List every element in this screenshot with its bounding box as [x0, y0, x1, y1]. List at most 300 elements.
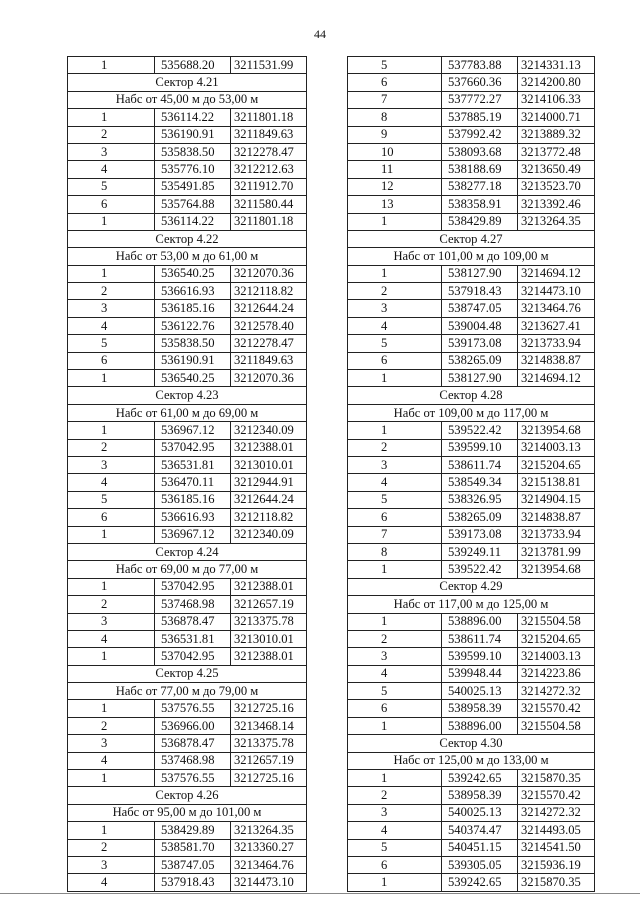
point-row: [348, 456, 595, 473]
coord-x: 537468.98: [155, 752, 231, 769]
point-number: 5: [348, 335, 442, 352]
point-row: [348, 683, 595, 700]
point-number: 6: [348, 74, 442, 91]
point-row: [68, 856, 307, 873]
coord-y: 3212388.01: [231, 578, 307, 595]
point-row: [348, 143, 595, 160]
height-range-row: [68, 248, 307, 265]
point-row: [68, 300, 307, 317]
coord-x: 540025.13: [442, 683, 518, 700]
coord-y: 3213772.48: [518, 143, 595, 160]
coord-x: 536114.22: [155, 213, 231, 230]
point-number: 5: [348, 57, 442, 74]
point-number: 7: [348, 526, 442, 543]
point-row: [348, 109, 595, 126]
point-number: 5: [348, 839, 442, 856]
coord-y: 3215138.81: [518, 474, 595, 491]
coord-y: 3215870.35: [518, 874, 595, 891]
coord-y: 3212644.24: [231, 300, 307, 317]
coord-y: 3212657.19: [231, 596, 307, 613]
coord-x: 538747.05: [442, 300, 518, 317]
coord-x: 538549.34: [442, 474, 518, 491]
point-row: [348, 856, 595, 873]
coord-x: 536967.12: [155, 422, 231, 439]
point-row: [68, 822, 307, 839]
coord-y: 3215504.58: [518, 613, 595, 630]
point-row: [68, 439, 307, 456]
point-row: [348, 839, 595, 856]
coord-x: 538611.74: [442, 456, 518, 473]
coord-x: 536540.25: [155, 370, 231, 387]
coord-y: 3213889.32: [518, 126, 595, 143]
point-number: 2: [68, 283, 155, 300]
point-number: 1: [68, 578, 155, 595]
coord-x: 539242.65: [442, 874, 518, 891]
coord-x: 536966.00: [155, 717, 231, 734]
coordinates-table-right: [347, 56, 595, 892]
point-number: 2: [348, 787, 442, 804]
point-row: [68, 735, 307, 752]
coord-y: 3215870.35: [518, 770, 595, 787]
coord-x: 539173.08: [442, 335, 518, 352]
coordinates-table-left: [67, 56, 307, 892]
point-row: [348, 57, 595, 74]
coord-x: 538093.68: [442, 143, 518, 160]
sector-header-row: [68, 230, 307, 247]
coord-x: 535838.50: [155, 143, 231, 160]
coord-x: 536190.91: [155, 126, 231, 143]
coord-x: 540025.13: [442, 804, 518, 821]
point-number: 2: [68, 839, 155, 856]
point-row: [348, 335, 595, 352]
point-row: [68, 109, 307, 126]
point-row: [348, 161, 595, 178]
coord-x: 537042.95: [155, 439, 231, 456]
point-row: [348, 630, 595, 647]
coord-x: 535838.50: [155, 335, 231, 352]
point-row: [68, 456, 307, 473]
point-row: [68, 596, 307, 613]
point-number: 8: [348, 543, 442, 560]
coord-x: 537772.27: [442, 91, 518, 108]
sector-title: Сектор 4.27: [348, 230, 595, 247]
point-row: [68, 161, 307, 178]
footer-rule: [0, 893, 640, 894]
point-row: [348, 317, 595, 334]
point-number: 5: [348, 683, 442, 700]
point-row: [348, 613, 595, 630]
coord-x: 537042.95: [155, 648, 231, 665]
sector-header-row: [68, 787, 307, 804]
coord-x: 535688.20: [155, 57, 231, 74]
coord-x: 537783.88: [442, 57, 518, 74]
coord-x: 538747.05: [155, 856, 231, 873]
point-number: 6: [68, 196, 155, 213]
coord-y: 3214473.10: [231, 874, 307, 891]
coord-y: 3214200.80: [518, 74, 595, 91]
coord-x: 536531.81: [155, 456, 231, 473]
point-number: 2: [348, 630, 442, 647]
height-range-row: [348, 596, 595, 613]
coord-x: 540374.47: [442, 822, 518, 839]
point-number: 1: [348, 213, 442, 230]
coord-y: 3211849.63: [231, 126, 307, 143]
point-number: 6: [348, 352, 442, 369]
coord-x: 537918.43: [442, 283, 518, 300]
point-number: 3: [68, 300, 155, 317]
point-number: 1: [348, 874, 442, 891]
coord-y: 3214106.33: [518, 91, 595, 108]
point-number: 3: [348, 648, 442, 665]
point-number: 1: [348, 370, 442, 387]
coord-y: 3211580.44: [231, 196, 307, 213]
point-row: [68, 178, 307, 195]
coord-y: 3212118.82: [231, 283, 307, 300]
point-row: [68, 770, 307, 787]
point-number: 2: [68, 717, 155, 734]
coord-y: 3211531.99: [231, 57, 307, 74]
sector-title: Сектор 4.24: [68, 543, 307, 560]
point-row: [68, 265, 307, 282]
height-range: Набс от 77,00 м до 79,00 м: [68, 683, 307, 700]
coord-y: 3214694.12: [518, 265, 595, 282]
height-range-row: [348, 752, 595, 769]
point-row: [348, 300, 595, 317]
point-row: [68, 578, 307, 595]
point-row: [68, 700, 307, 717]
coord-x: 535776.10: [155, 161, 231, 178]
point-number: 1: [348, 717, 442, 734]
point-number: 1: [68, 648, 155, 665]
point-row: [348, 648, 595, 665]
height-range-row: [68, 404, 307, 421]
height-range-row: [68, 804, 307, 821]
point-number: 8: [348, 109, 442, 126]
coord-y: 3212118.82: [231, 509, 307, 526]
point-number: 6: [348, 856, 442, 873]
coord-y: 3213733.94: [518, 335, 595, 352]
coord-x: 538127.90: [442, 265, 518, 282]
point-number: 4: [68, 474, 155, 491]
coord-y: 3213954.68: [518, 422, 595, 439]
point-number: 3: [348, 804, 442, 821]
coord-y: 3212388.01: [231, 439, 307, 456]
point-row: [348, 787, 595, 804]
point-row: [68, 474, 307, 491]
point-row: [348, 509, 595, 526]
sector-title: Сектор 4.26: [68, 787, 307, 804]
point-row: [348, 804, 595, 821]
coord-x: 538896.00: [442, 613, 518, 630]
point-row: [348, 665, 595, 682]
coord-y: 3214003.13: [518, 648, 595, 665]
coord-x: 538581.70: [155, 839, 231, 856]
coord-x: 538958.39: [442, 787, 518, 804]
point-number: 6: [68, 509, 155, 526]
point-number: 3: [68, 456, 155, 473]
coord-y: 3213375.78: [231, 735, 307, 752]
point-number: 3: [68, 613, 155, 630]
point-row: [68, 317, 307, 334]
point-number: 4: [68, 874, 155, 891]
height-range: Набс от 125,00 м до 133,00 м: [348, 752, 595, 769]
point-number: 4: [68, 161, 155, 178]
point-row: [348, 717, 595, 734]
point-number: 4: [68, 317, 155, 334]
coord-x: 537660.36: [442, 74, 518, 91]
point-number: 9: [348, 126, 442, 143]
point-number: 10: [348, 143, 442, 160]
point-number: 1: [68, 57, 155, 74]
coord-y: 3214493.05: [518, 822, 595, 839]
coord-y: 3215504.58: [518, 717, 595, 734]
coord-y: 3212070.36: [231, 265, 307, 282]
coord-y: 3214003.13: [518, 439, 595, 456]
height-range-row: [68, 561, 307, 578]
point-row: [68, 370, 307, 387]
point-row: [348, 439, 595, 456]
height-range: Набс от 109,00 м до 117,00 м: [348, 404, 595, 421]
point-number: 1: [348, 422, 442, 439]
coord-y: 3213733.94: [518, 526, 595, 543]
coord-y: 3214223.86: [518, 665, 595, 682]
coord-x: 536122.76: [155, 317, 231, 334]
coord-y: 3212725.16: [231, 700, 307, 717]
coord-x: 539522.42: [442, 561, 518, 578]
coord-x: 537468.98: [155, 596, 231, 613]
point-row: [348, 822, 595, 839]
coord-x: 539948.44: [442, 665, 518, 682]
coord-y: 3214838.87: [518, 352, 595, 369]
point-row: [68, 717, 307, 734]
coord-x: 535764.88: [155, 196, 231, 213]
coord-x: 536616.93: [155, 283, 231, 300]
height-range: Набс от 45,00 м до 53,00 м: [68, 91, 307, 108]
coord-y: 3213010.01: [231, 630, 307, 647]
coord-y: 3214000.71: [518, 109, 595, 126]
coord-x: 537576.55: [155, 700, 231, 717]
point-row: [348, 370, 595, 387]
point-number: 2: [68, 596, 155, 613]
point-row: [348, 74, 595, 91]
point-row: [68, 613, 307, 630]
coord-x: 537918.43: [155, 874, 231, 891]
point-number: 3: [68, 143, 155, 160]
coord-x: 539249.11: [442, 543, 518, 560]
point-row: [348, 700, 595, 717]
point-row: [348, 770, 595, 787]
coord-x: 538429.89: [442, 213, 518, 230]
point-row: [68, 648, 307, 665]
point-number: 3: [68, 735, 155, 752]
point-number: 7: [348, 91, 442, 108]
sector-header-row: [68, 74, 307, 91]
coord-x: 536185.16: [155, 491, 231, 508]
point-number: 3: [348, 300, 442, 317]
point-number: 6: [348, 509, 442, 526]
coord-x: 536540.25: [155, 265, 231, 282]
height-range: Набс от 69,00 м до 77,00 м: [68, 561, 307, 578]
coord-y: 3213781.99: [518, 543, 595, 560]
point-number: 1: [348, 613, 442, 630]
point-number: 4: [348, 317, 442, 334]
point-number: 5: [348, 491, 442, 508]
point-row: [348, 561, 595, 578]
coord-x: 538429.89: [155, 822, 231, 839]
coord-y: 3212212.63: [231, 161, 307, 178]
point-number: 4: [348, 822, 442, 839]
sector-header-row: [68, 543, 307, 560]
coord-y: 3213627.41: [518, 317, 595, 334]
coord-x: 537885.19: [442, 109, 518, 126]
point-row: [68, 283, 307, 300]
point-number: 1: [68, 370, 155, 387]
coord-y: 3213464.76: [518, 300, 595, 317]
coord-y: 3213468.14: [231, 717, 307, 734]
point-row: [68, 752, 307, 769]
coord-y: 3212944.91: [231, 474, 307, 491]
height-range: Набс от 61,00 м до 69,00 м: [68, 404, 307, 421]
coord-y: 3215204.65: [518, 456, 595, 473]
coord-y: 3214331.13: [518, 57, 595, 74]
coord-x: 536531.81: [155, 630, 231, 647]
sector-header-row: [348, 735, 595, 752]
coord-x: 538958.39: [442, 700, 518, 717]
coord-y: 3212340.09: [231, 422, 307, 439]
point-number: 4: [68, 752, 155, 769]
point-row: [68, 126, 307, 143]
coord-x: 539242.65: [442, 770, 518, 787]
coord-y: 3212278.47: [231, 143, 307, 160]
sector-title: Сектор 4.29: [348, 578, 595, 595]
point-number: 2: [348, 283, 442, 300]
point-row: [68, 509, 307, 526]
sector-title: Сектор 4.30: [348, 735, 595, 752]
point-row: [348, 178, 595, 195]
height-range-row: [348, 404, 595, 421]
point-number: 11: [348, 161, 442, 178]
coord-x: 536470.11: [155, 474, 231, 491]
height-range: Набс от 95,00 м до 101,00 м: [68, 804, 307, 821]
point-number: 4: [348, 665, 442, 682]
coord-y: 3212725.16: [231, 770, 307, 787]
coord-y: 3213375.78: [231, 613, 307, 630]
point-row: [348, 283, 595, 300]
coord-y: 3212657.19: [231, 752, 307, 769]
sector-header-row: [348, 230, 595, 247]
height-range-row: [68, 91, 307, 108]
point-number: 2: [348, 439, 442, 456]
height-range-row: [348, 248, 595, 265]
coord-y: 3214473.10: [518, 283, 595, 300]
coord-x: 538611.74: [442, 630, 518, 647]
point-number: 1: [68, 109, 155, 126]
coord-y: 3211801.18: [231, 213, 307, 230]
coord-x: 536114.22: [155, 109, 231, 126]
coord-y: 3213264.35: [231, 822, 307, 839]
coord-x: 536967.12: [155, 526, 231, 543]
coord-x: 537576.55: [155, 770, 231, 787]
coord-x: 540451.15: [442, 839, 518, 856]
point-number: 3: [68, 856, 155, 873]
coord-x: 538265.09: [442, 352, 518, 369]
coord-x: 539599.10: [442, 648, 518, 665]
point-number: 4: [348, 474, 442, 491]
point-row: [68, 352, 307, 369]
point-row: [348, 352, 595, 369]
point-number: 1: [68, 422, 155, 439]
coord-x: 538896.00: [442, 717, 518, 734]
coord-y: 3215570.42: [518, 700, 595, 717]
coord-y: 3211849.63: [231, 352, 307, 369]
point-row: [68, 57, 307, 74]
height-range: Набс от 117,00 м до 125,00 м: [348, 596, 595, 613]
coord-y: 3212578.40: [231, 317, 307, 334]
point-number: 2: [68, 126, 155, 143]
point-row: [348, 491, 595, 508]
point-row: [348, 474, 595, 491]
coord-x: 536616.93: [155, 509, 231, 526]
point-number: 1: [348, 265, 442, 282]
point-number: 2: [68, 439, 155, 456]
point-number: 6: [348, 700, 442, 717]
coord-y: 3212278.47: [231, 335, 307, 352]
sector-title: Сектор 4.23: [68, 387, 307, 404]
sector-header-row: [348, 387, 595, 404]
coord-y: 3212644.24: [231, 491, 307, 508]
coord-y: 3212340.09: [231, 526, 307, 543]
point-row: [68, 335, 307, 352]
height-range: Набс от 101,00 м до 109,00 м: [348, 248, 595, 265]
point-row: [68, 422, 307, 439]
point-row: [348, 126, 595, 143]
sector-header-row: [68, 665, 307, 682]
coord-y: 3213264.35: [518, 213, 595, 230]
coord-y: 3213010.01: [231, 456, 307, 473]
coord-x: 539173.08: [442, 526, 518, 543]
sector-header-row: [68, 387, 307, 404]
coord-x: 537992.42: [442, 126, 518, 143]
coord-x: 538358.91: [442, 196, 518, 213]
point-number: 1: [68, 213, 155, 230]
point-number: 1: [68, 770, 155, 787]
coord-y: 3213360.27: [231, 839, 307, 856]
point-number: 3: [348, 456, 442, 473]
coord-x: 536185.16: [155, 300, 231, 317]
coord-x: 539004.48: [442, 317, 518, 334]
sector-title: Сектор 4.21: [68, 74, 307, 91]
coord-x: 537042.95: [155, 578, 231, 595]
point-row: [348, 265, 595, 282]
page-number: 44: [314, 27, 326, 41]
point-row: [348, 213, 595, 230]
coord-y: 3214904.15: [518, 491, 595, 508]
point-number: 1: [68, 265, 155, 282]
height-range: Набс от 53,00 м до 61,00 м: [68, 248, 307, 265]
point-number: 1: [348, 561, 442, 578]
point-number: 6: [68, 352, 155, 369]
coord-y: 3214272.32: [518, 683, 595, 700]
sector-header-row: [348, 578, 595, 595]
point-row: [348, 526, 595, 543]
coord-x: 539522.42: [442, 422, 518, 439]
coord-y: 3214541.50: [518, 839, 595, 856]
coord-y: 3213650.49: [518, 161, 595, 178]
coord-x: 536878.47: [155, 735, 231, 752]
point-row: [68, 839, 307, 856]
coord-x: 538188.69: [442, 161, 518, 178]
coord-y: 3215936.19: [518, 856, 595, 873]
